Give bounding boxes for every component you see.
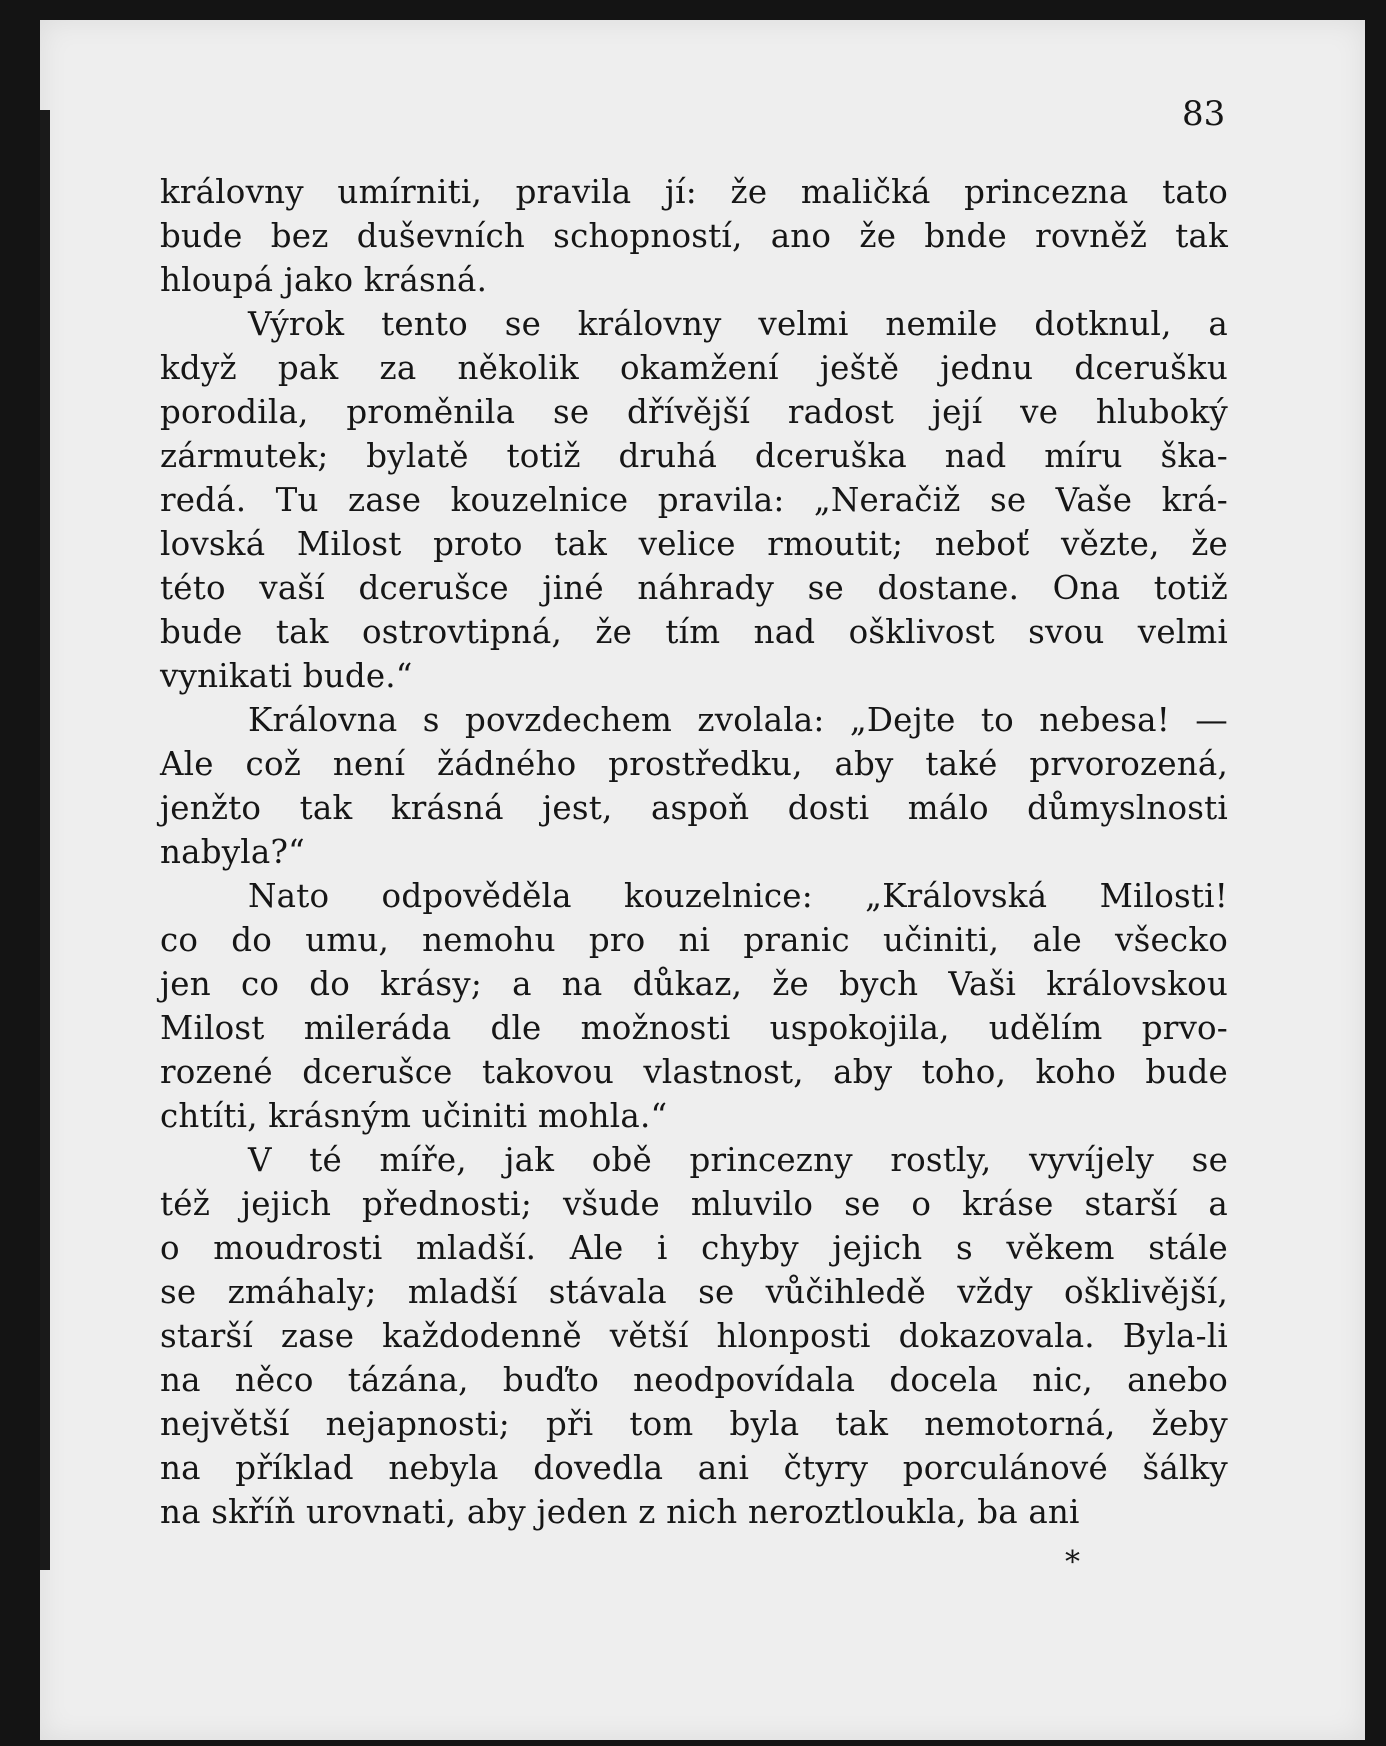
text-line: Královna s povzdechem zvolala: „Dejte to nebesa! —: [248, 701, 1228, 739]
text-line: porodila, proměnila se dřívější radost její ve hluboký: [160, 393, 1228, 431]
text-line: rozené dcerušce takovou vlastnost, aby toho, koho bude: [160, 1053, 1228, 1091]
page-number: 83: [1182, 94, 1226, 134]
text-line: bude bez duševních schopností, ano že bnde rovněž tak: [160, 217, 1228, 255]
page-edge-shadow: [40, 110, 50, 1570]
text-line: když pak za několik okamžení ještě jednu dcerušku: [160, 349, 1228, 387]
text-line: největší nejapnosti; při tom byla tak nemotorná, žeby: [160, 1405, 1228, 1443]
text-line: jenžto tak krásná jest, aspoň dosti málo důmyslnosti: [160, 789, 1228, 827]
text-line: na příklad nebyla dovedla ani čtyry porculánové šálky: [160, 1449, 1228, 1487]
text-line: Milost mileráda dle možnosti uspokojila, udělím prvo-: [160, 1009, 1228, 1047]
paragraph: [160, 698, 1228, 874]
body-text: [160, 170, 1228, 1534]
text-line: Výrok tento se královny velmi nemile dotknul, a: [248, 305, 1228, 343]
text-line: nabyla?“: [160, 833, 305, 871]
text-line: se zmáhaly; mladší stávala se vůčihledě vždy ošklivější,: [160, 1273, 1228, 1311]
text-line: na něco tázána, buďto neodpovídala docela nic, anebo: [160, 1361, 1228, 1399]
paragraph: [160, 874, 1228, 1138]
text-line: jen co do krásy; a na důkaz, že bych Vaši královskou: [160, 965, 1228, 1003]
text-line: královny umírniti, pravila jí: že maličká princezna tato: [160, 173, 1228, 211]
paragraph: [160, 170, 1228, 302]
text-line: V té míře, jak obě princezny rostly, vyvíjely se: [248, 1141, 1228, 1179]
text-line: Ale což není žádného prostředku, aby také prvorozená,: [160, 745, 1228, 783]
text-line: vynikati bude.“: [160, 657, 413, 695]
text-line: redá. Tu zase kouzelnice pravila: „Neračiž se Vaše krá-: [160, 481, 1228, 519]
text-line: bude tak ostrovtipná, že tím nad ošklivost svou velmi: [160, 613, 1228, 651]
text-line: hloupá jako krásná.: [160, 261, 488, 299]
text-line: této vaší dcerušce jiné náhrady se dostane. Ona totiž: [160, 569, 1228, 607]
text-line: lovská Milost proto tak velice rmoutit; neboť vězte, že: [160, 525, 1228, 563]
paragraph: [160, 302, 1228, 698]
paragraph: [160, 1138, 1228, 1534]
text-line: co do umu, nemohu pro ni pranic učiniti, ale všecko: [160, 921, 1228, 959]
text-line: o moudrosti mladší. Ale i chyby jejich s věkem stále: [160, 1229, 1228, 1267]
signature-mark: *: [1065, 1545, 1080, 1580]
text-line: též jejich přednosti; všude mluvilo se o kráse starší a: [160, 1185, 1228, 1223]
text-line: chtíti, krásným učiniti mohla.“: [160, 1097, 668, 1135]
text-line: na skříň urovnati, aby jeden z nich neroztloukla, ba ani: [160, 1493, 1080, 1531]
text-line: zármutek; bylatě totiž druhá dceruška nad míru ška-: [160, 437, 1228, 475]
text-line: starší zase každodenně větší hlonposti dokazovala. Byla-li: [160, 1317, 1228, 1355]
text-line: Nato odpověděla kouzelnice: „Královská Milosti!: [248, 877, 1228, 915]
